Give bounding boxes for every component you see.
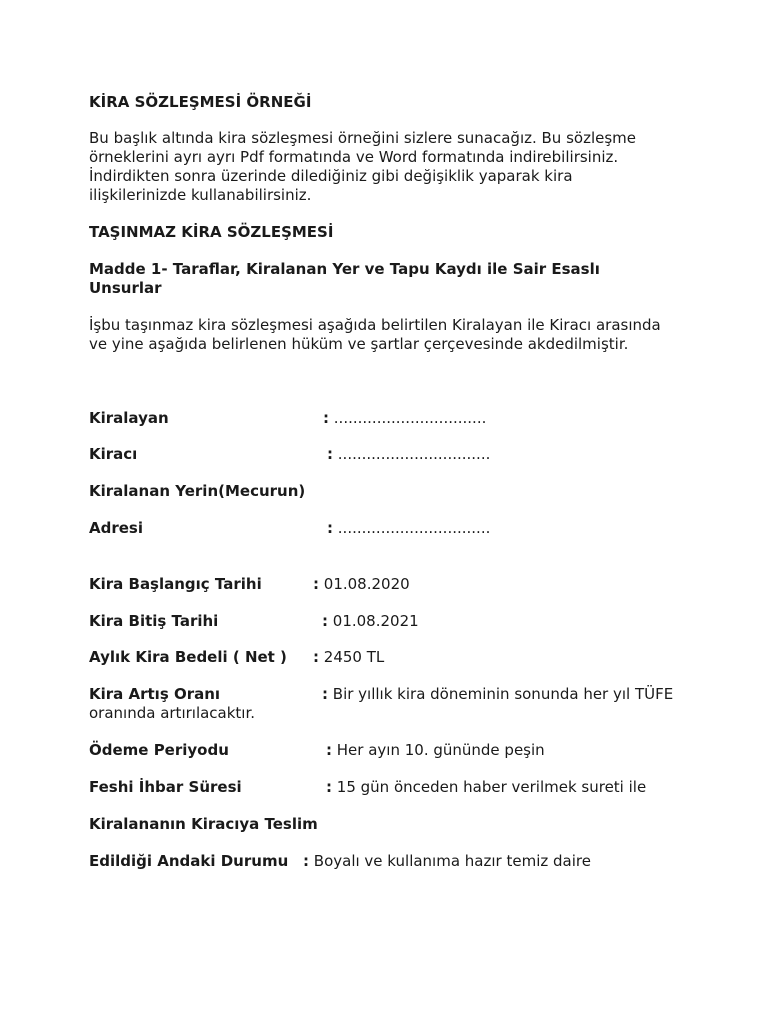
intro-line: İndirdikten sonra üzerinde dilediğiniz gibi değişiklik yaparak kira [89, 167, 573, 185]
document-title: KİRA SÖZLEŞMESİ ÖRNEĞİ [89, 93, 312, 111]
field-label-feshi: Feshi İhbar Süresi [89, 778, 242, 796]
field-label-adresi: Adresi [89, 519, 143, 537]
field-label-teslim: Kiralananın Kiracıya Teslim [89, 815, 318, 833]
intro-paragraph [89, 129, 689, 205]
field-baslangic [313, 575, 410, 594]
field-separator: : [326, 778, 332, 796]
field-value-bedel: 2450 TL [323, 648, 385, 666]
intro-line: ilişkilerinizde kullanabilirsiniz. [89, 186, 312, 204]
field-label-odeme: Ödeme Periyodu [89, 741, 229, 759]
field-separator: : [322, 685, 328, 703]
article1-heading-line: Madde 1- Taraflar, Kiralanan Yer ve Tapu Kaydı ile Sair Esaslı [89, 260, 600, 278]
field-value-artis-continuation: oranında artırılacaktır. [89, 704, 256, 722]
field-separator: : [326, 741, 332, 759]
field-label-bitis: Kira Bitiş Tarihi [89, 612, 219, 630]
intro-line: örneklerini ayrı ayrı Pdf formatında ve Word formatında indirebilirsiniz. [89, 148, 619, 166]
field-label-bedel: Aylık Kira Bedeli ( Net ) [89, 648, 287, 666]
field-durum [303, 852, 591, 871]
field-bitis [322, 612, 419, 631]
article1-body-line: İşbu taşınmaz kira sözleşmesi aşağıda belirtilen Kiralayan ile Kiracı arasında [89, 316, 661, 334]
field-value-kiralayan: ................................ [333, 409, 487, 427]
field-value-baslangic: 01.08.2020 [323, 575, 410, 593]
field-value-durum: Boyalı ve kullanıma hazır temiz daire [313, 852, 591, 870]
field-label-artis: Kira Artış Oranı [89, 685, 221, 703]
field-separator: : [303, 852, 309, 870]
field-odeme [326, 741, 545, 760]
field-label-kiralayan: Kiralayan [89, 409, 169, 427]
field-separator: : [327, 445, 333, 463]
contract-title: TAŞINMAZ KİRA SÖZLEŞMESİ [89, 223, 334, 241]
field-feshi [326, 778, 646, 797]
field-label-durum: Edildiği Andaki Durumu [89, 852, 289, 870]
article1-heading [89, 260, 689, 298]
article1-body [89, 316, 689, 354]
field-value-odeme: Her ayın 10. gününde peşin [336, 741, 545, 759]
article1-body-line: ve yine aşağıda belirlenen hüküm ve şartlar çerçevesinde akdedilmiştir. [89, 335, 629, 353]
field-label-kiralanan-yer: Kiralanan Yerin(Mecurun) [89, 482, 306, 500]
field-value-kiraci: ................................ [337, 445, 491, 463]
field-separator: : [313, 648, 319, 666]
field-value-bitis: 01.08.2021 [332, 612, 419, 630]
field-separator: : [322, 612, 328, 630]
field-separator: : [327, 519, 333, 537]
field-kiralayan [323, 409, 486, 428]
field-bedel [313, 648, 384, 667]
field-separator: : [313, 575, 319, 593]
field-value-artis: Bir yıllık kira döneminin sonunda her yıl TÜFE [332, 685, 674, 703]
field-label-baslangic: Kira Başlangıç Tarihi [89, 575, 262, 593]
article1-heading-line: Unsurlar [89, 279, 162, 297]
field-value-feshi: 15 gün önceden haber verilmek sureti ile [336, 778, 647, 796]
field-separator: : [323, 409, 329, 427]
field-kiraci [327, 445, 490, 464]
field-adresi [327, 519, 490, 538]
intro-line: Bu başlık altında kira sözleşmesi örneğini sizlere sunacağız. Bu sözleşme [89, 129, 637, 147]
field-value-adresi: ................................ [337, 519, 491, 537]
field-artis [322, 685, 673, 704]
field-label-kiraci: Kiracı [89, 445, 138, 463]
